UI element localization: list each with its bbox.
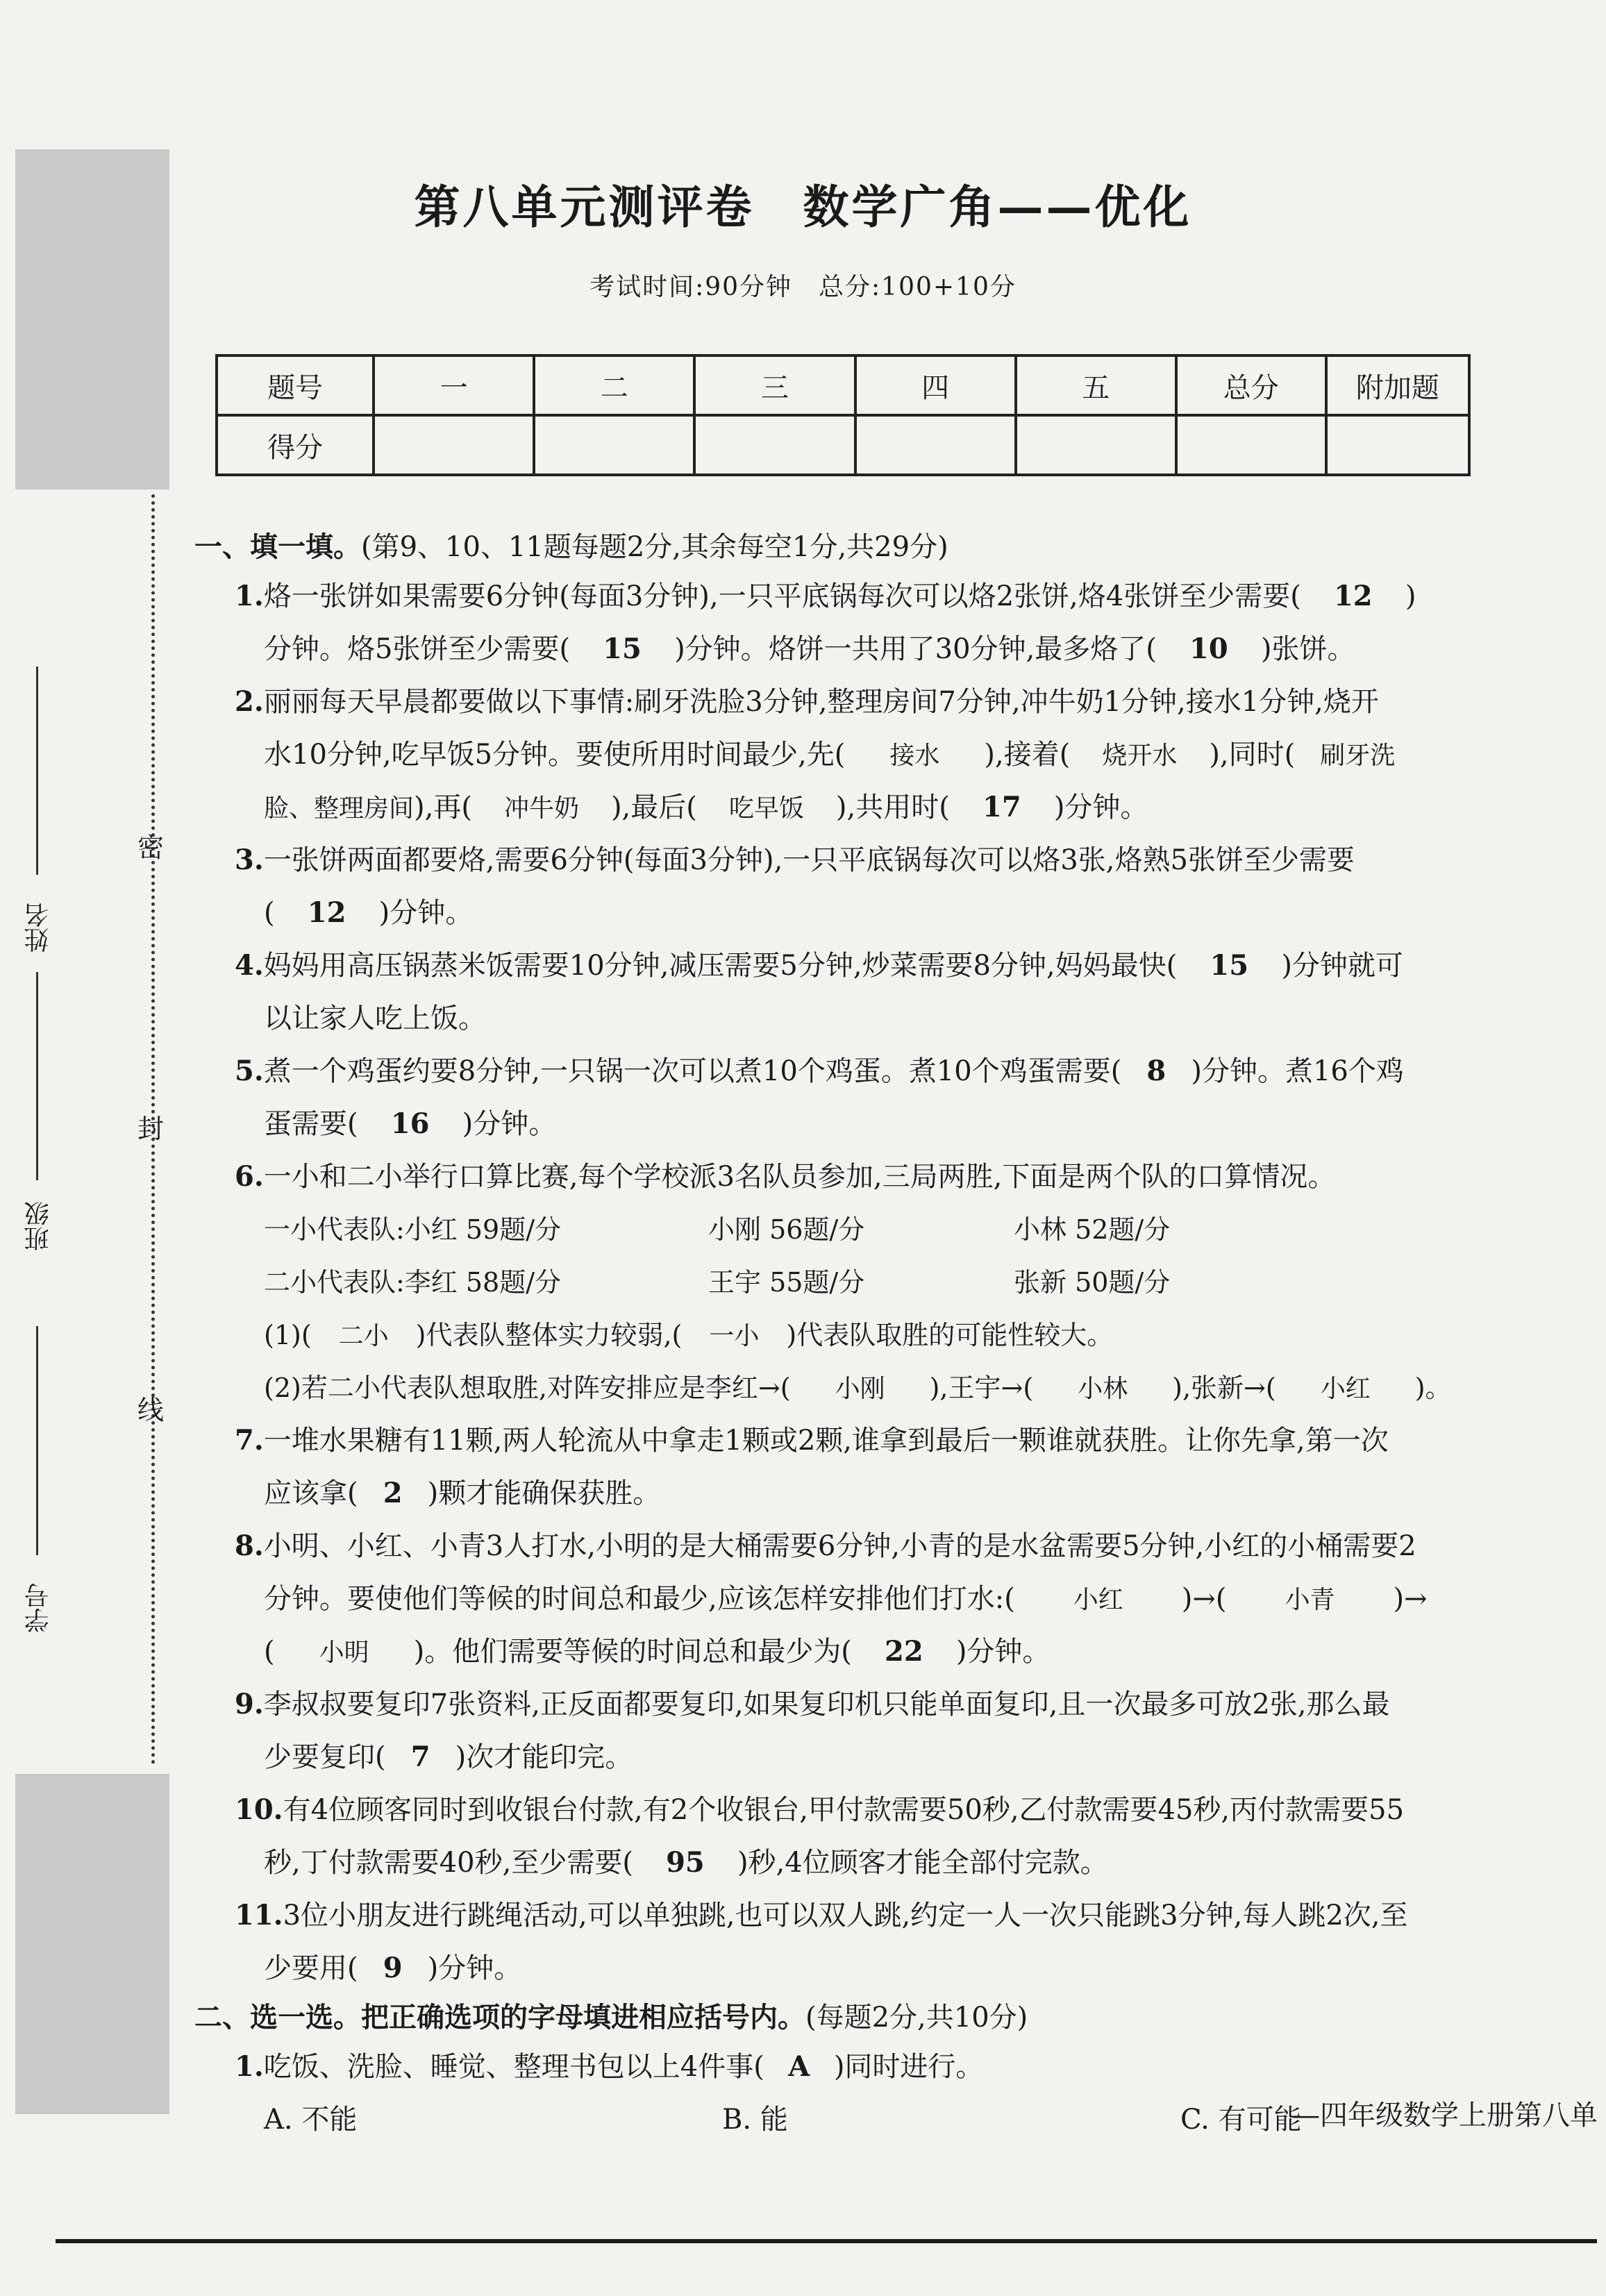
answer: 10 [1189,632,1228,665]
answer: 小林 [1078,1375,1128,1403]
q8-line3 [194,1625,1514,1678]
seal-char-mi: 密 [137,832,165,863]
question-text: 分钟。烙5张饼至少需要( [264,633,571,665]
score-row-label: 得分 [217,415,374,475]
answer: 脸、整理房间 [264,794,415,823]
s2-q1-line1 [194,2041,1514,2093]
q8-line1 [194,1520,1514,1573]
q11-line1 [194,1889,1514,1942]
q7-line1 [194,1414,1514,1467]
q8-line2 [194,1573,1514,1625]
question-text: )。 [1414,1373,1452,1403]
question-text: 少要复印( [264,1741,386,1773]
answer: 95 [666,1846,705,1879]
question-text: 应该拿( [264,1477,358,1509]
question-text: ),再( [414,791,472,823]
question-number: 4. [235,949,264,982]
question-text: ),张新→( [1172,1373,1276,1403]
question-text: )。他们需要等候的时间总和最少为( [413,1636,852,1668]
score-cell [694,415,855,475]
q10-line2 [194,1836,1514,1889]
team1-member: 小林 52题/分 [1014,1214,1171,1245]
score-table-score-row [217,415,1469,475]
team2-member: 二小代表队:李红 58题/分 [264,1267,562,1298]
question-text: ( [264,1636,275,1668]
q2-line1 [194,676,1514,728]
q10-line1 [194,1784,1514,1836]
side-label-class: 班级 [24,1201,53,1251]
answer: 7 [410,1741,430,1773]
question-number: 3. [235,844,264,876]
q5-line2 [194,1098,1514,1150]
answer: 接水 [889,741,940,770]
answer: 12 [1333,580,1373,612]
score-table [215,354,1471,476]
section2-title: 二、选一选。把正确选项的字母填进相应括号内。 [194,2001,805,2034]
question-text: 蛋需要( [264,1108,358,1140]
question-text: )分钟就可 [1281,950,1403,982]
answer: 12 [307,896,346,929]
question-text: 一小和二小举行口算比赛,每个学校派3名队员参加,三局两胜,下面是两个队的口算情况。 [263,1161,1336,1193]
question-number: 5. [235,1055,264,1087]
q2-line2 [194,728,1514,781]
score-table-header-row [217,355,1469,415]
score-cell [1016,415,1176,475]
side-line-class [36,972,38,1180]
score-header-cell: 一 [374,355,534,415]
answer: 烧开水 [1102,741,1178,770]
answer: 22 [884,1635,923,1668]
answer: 刷牙洗 [1320,741,1396,770]
question-text: )分钟。 [955,1636,1051,1668]
section1-title: 一、填一填。 [194,530,361,563]
question-text: )代表队整体实力较弱,( [415,1320,683,1350]
question-text: ),共用时( [835,791,950,823]
q4-line1 [194,939,1514,992]
side-line-name [36,667,38,875]
question-text: (2)若二小代表队想取胜,对阵安排应是李红→( [264,1373,791,1403]
team1-member: 一小代表队:小红 59题/分 [264,1214,562,1245]
score-header-cell: 五 [1016,355,1176,415]
team2-member: 张新 50题/分 [1014,1267,1171,1298]
question-text: )分钟。 [1053,791,1148,823]
answer: 小刚 [835,1375,885,1403]
q2-line3 [194,781,1514,834]
score-cell [534,415,694,475]
q6-team1-row [194,1203,1514,1256]
q1-line2 [194,623,1514,676]
question-number: 10. [235,1793,283,1826]
q3-line1 [194,834,1514,887]
question-text: ),同时( [1209,739,1296,771]
score-header-cell: 总分 [1176,355,1326,415]
question-number: 11. [235,1899,283,1932]
seal-char-feng: 封 [137,1114,165,1144]
question-number: 7. [235,1424,264,1457]
exam-info: 考试时间:90分钟 总分:100+10分 [589,273,1017,301]
question-number: 9. [235,1688,264,1720]
answer: 冲牛奶 [503,794,579,823]
answer: 17 [982,791,1021,823]
question-text: 烙一张饼如果需要6分钟(每面3分钟),一只平底锅每次可以烙2张饼,烙4张饼至少需要( [263,580,1301,612]
answer: 15 [1210,949,1249,982]
score-cell [1176,415,1326,475]
question-number: 1. [235,580,264,612]
question-text: ),王宇→( [929,1373,1034,1403]
question-text: )分钟。 [378,897,474,929]
question-text: )分钟。 [462,1108,557,1140]
question-number: 1. [235,2050,264,2083]
seal-char-xian: 线 [137,1395,165,1425]
question-text: ) [1405,580,1416,612]
question-text: 一张饼两面都要烙,需要6分钟(每面3分钟),一只平底锅每次可以烙3张,烙熟5张饼至少需要 [263,844,1355,876]
q9-line2 [194,1731,1514,1784]
question-number: 8. [235,1530,264,1562]
exam-content [194,524,1514,2146]
question-text: )→ [1393,1583,1428,1615]
q11-line2 [194,1942,1514,1995]
question-text: )次才能印完。 [455,1741,633,1773]
question-text: )分钟。 [427,1952,522,1984]
team2-member: 王宇 55题/分 [708,1267,865,1298]
answer: A [788,2050,810,2083]
answer: 一小 [709,1322,760,1350]
question-text: 丽丽每天早晨都要做以下事情:刷牙洗脸3分钟,整理房间7分钟,冲牛奶1分钟,接水1分钟,烧开 [263,686,1379,718]
score-cell [855,415,1016,475]
answer: 9 [383,1952,403,1984]
question-text: 李叔叔要复印7张资料,正反面都要复印,如果复印机只能单面复印,且一次最多可放2张,那么最 [263,1689,1390,1720]
question-text: )颗才能确保获胜。 [427,1477,661,1509]
team1-member: 小刚 56题/分 [708,1214,865,1245]
section1-heading [194,524,1514,570]
q6-team2-row [194,1256,1514,1309]
answer: 小明 [319,1639,369,1667]
question-text: )代表队取胜的可能性较大。 [786,1320,1114,1350]
question-number: 6. [235,1160,264,1193]
q6-part2 [194,1361,1514,1414]
section2-note: (每题2分,共10分) [805,2002,1028,2034]
question-text: 以让家人吃上饭。 [264,1003,486,1034]
score-header-cell: 附加题 [1326,355,1469,415]
score-cell [374,415,534,475]
answer: 小红 [1320,1375,1371,1403]
answer: 小青 [1285,1586,1335,1614]
question-text: 水10分钟,吃早饭5分钟。要使所用时间最少,先( [264,739,846,771]
question-text: )分钟。煮16个鸡 [1191,1055,1404,1087]
q9-line1 [194,1678,1514,1731]
question-text: 一堆水果糖有11颗,两人轮流从中拿走1颗或2颗,谁拿到最后一颗谁就获胜。让你先拿,第一次 [263,1425,1389,1457]
question-text: )秒,4位顾客才能全部付完款。 [737,1847,1108,1879]
question-text: ),接着( [984,739,1071,771]
q1-line1 [194,570,1514,623]
choice-option-c: C. 有可能 [1180,2104,1302,2136]
choice-option-a: A. 不能 [264,2104,358,2136]
score-header-cell: 四 [855,355,1016,415]
score-cell [1326,415,1469,475]
question-text: 分钟。要使他们等候的时间总和最少,应该怎样安排他们打水:( [264,1583,1015,1615]
question-number: 2. [235,685,264,718]
answer: 8 [1146,1055,1166,1087]
answer: 16 [390,1107,430,1140]
question-text: )分钟。烙饼一共用了30分钟,最多烙了( [674,633,1157,665]
section2-heading [194,1995,1514,2041]
question-text: 3位小朋友进行跳绳活动,可以单独跳,也可以双人跳,约定一人一次只能跳3分钟,每人跳2次,至 [283,1900,1408,1932]
question-text: (1)( [264,1320,312,1350]
score-header-cell: 三 [694,355,855,415]
question-text: )→( [1181,1583,1227,1615]
q4-line2 [194,992,1514,1045]
q5-line1 [194,1045,1514,1098]
question-text: ),最后( [610,791,697,823]
choice-option-b: B. 能 [722,2104,788,2136]
question-text: 吃饭、洗脸、睡觉、整理书包以上4件事( [263,2051,764,2083]
q6-part1 [194,1309,1514,1361]
answer: 2 [383,1477,403,1509]
side-label-name: 姓名 [24,903,53,953]
side-line-student-id [36,1326,38,1555]
margin-gray-band-bottom [15,1774,169,2114]
answer: 小红 [1073,1586,1123,1614]
q6-line1 [194,1150,1514,1203]
section1-note: (第9、10、11题每题2分,其余每空1分,共29分) [361,531,948,563]
answer: 15 [603,632,642,665]
question-text: 煮一个鸡蛋约要8分钟,一只锅一次可以煮10个鸡蛋。煮10个鸡蛋需要( [263,1055,1122,1087]
question-text: 小明、小红、小青3人打水,小明的是大桶需要6分钟,小青的是水盆需要5分钟,小红的小桶需要2 [263,1530,1416,1562]
question-text: )同时进行。 [833,2051,984,2083]
question-text: 妈妈用高压锅蒸米饭需要10分钟,减压需要5分钟,炒菜需要8分钟,妈妈最快( [263,950,1178,982]
q7-line2 [194,1467,1514,1520]
question-text: )张饼。 [1260,633,1355,665]
side-label-student-id: 学号 [24,1583,53,1633]
page-title: 第八单元测评卷 数学广角——优化 [414,180,1192,234]
score-header-cell: 题号 [217,355,374,415]
question-text: 少要用( [264,1952,358,1984]
question-text: 有4位顾客同时到收银台付款,有2个收银台,甲付款需要50秒,乙付款需要45秒,丙付款需要55 [283,1794,1405,1826]
page-footer: —四年级数学上册第八单 [1292,2100,1598,2131]
answer: 吃早饭 [728,794,804,823]
q3-line2 [194,887,1514,939]
bottom-rule [56,2239,1597,2243]
score-header-cell: 二 [534,355,694,415]
answer: 二小 [338,1322,389,1350]
question-text: 秒,丁付款需要40秒,至少需要( [264,1847,633,1879]
question-text: ( [264,897,275,929]
